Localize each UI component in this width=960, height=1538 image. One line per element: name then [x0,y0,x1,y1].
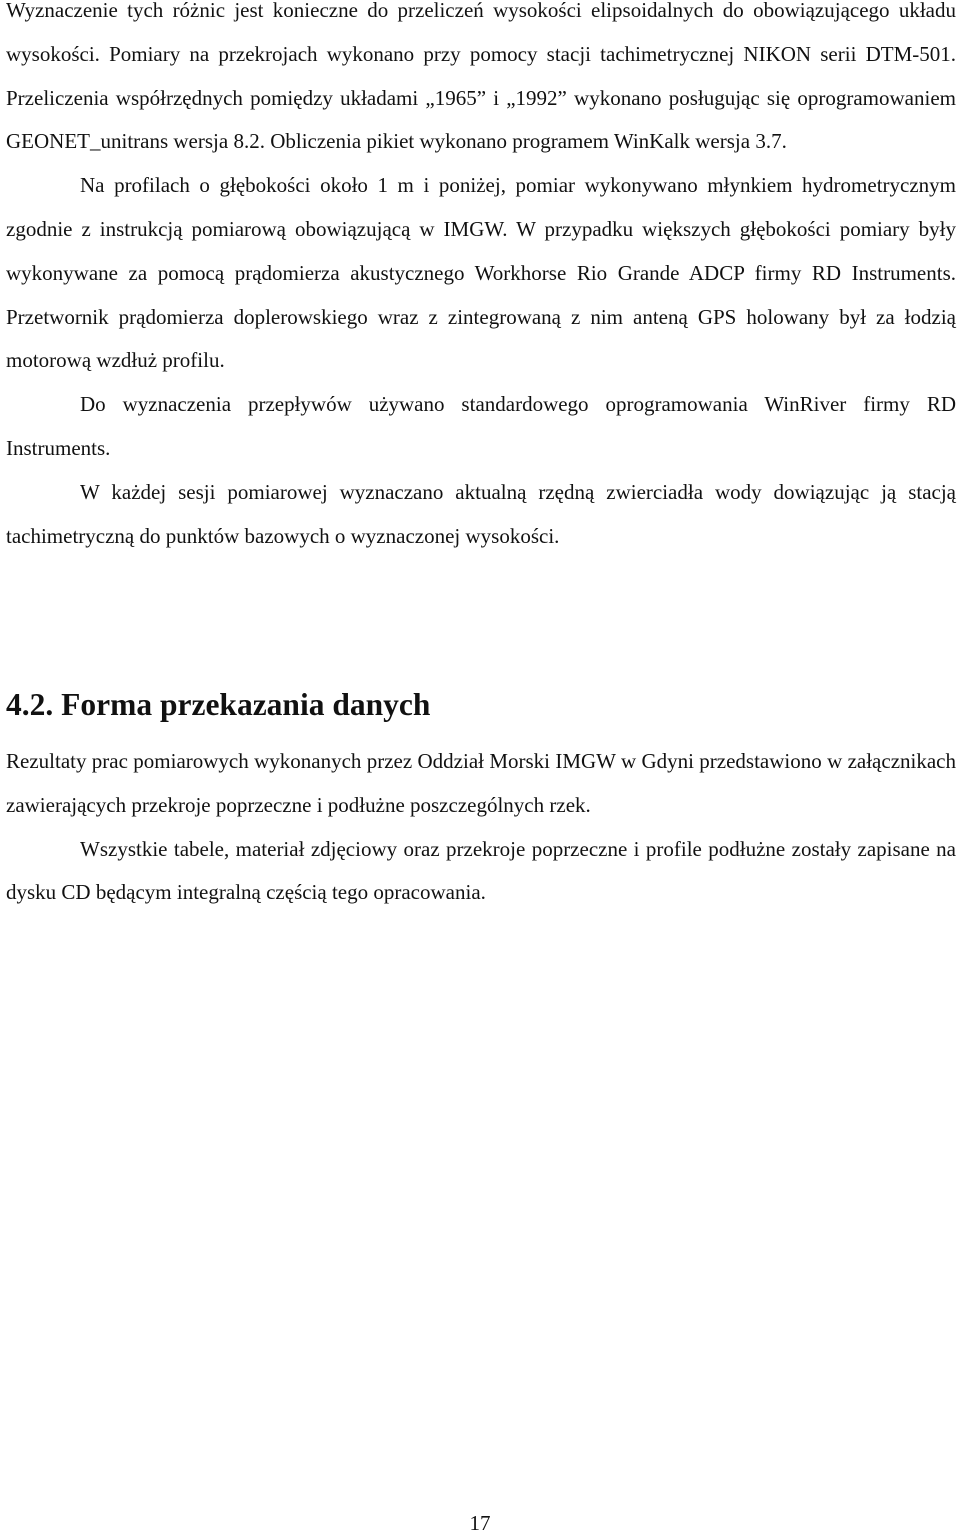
paragraph: Do wyznaczenia przepływów używano standardowego oprogramowania WinRiver firmy RD Instruments. [6,392,956,460]
paragraph: Wszystkie tabele, materiał zdjęciowy oraz przekroje poprzeczne i profile podłużne zostały zapisane na dysku CD będącym integralną częścią tego opracowania. [6,836,956,905]
document-page [6,0,956,905]
paragraph: Na profilach o głębokości około 1 m i poniżej, pomiar wykonywano młynkiem hydrometrycznym zgodnie z instrukcją pomiarową obowiązującą w IMGW. W przypadku większych głębokości pomiary były wykonywane za pomocą prądomierza akustycznego Workhorse Rio Grande ADCP firmy RD Instruments. Przetwornik prądomierza doplerowskiego wraz z zintegrowaną z nim anteną GPS holowany był za łodzią motorową wzdłuż profilu. [6,173,956,373]
section-heading: 4.2. Forma przekazania danych [6,687,431,722]
paragraph: W każdej sesji pomiarowej wyznaczano aktualną rzędną zwierciadła wody dowiązując ją stacją tachimetryczną do punktów bazowych o wyznaczonej wysokości. [6,479,956,548]
section-4-2-body [6,740,956,915]
paragraph: Wyznaczenie tych różnic jest konieczne do przeliczeń wysokości elipsoidalnych do obowiązującego układu wysokości. Pomiary na przekrojach wykonano przy pomocy stacji tachimetrycznej NIKON serii DTM-501. Przeliczenia współrzędnych pomiędzy układami „1965” i „1992” wykonano posługując się oprogramowaniem GEONET_unitrans wersja 8.2. Obliczenia pikiet wykonano programem WinKalk wersja 3.7. [6,0,956,154]
section-4-1-body [6,0,956,558]
paragraph: Rezultaty prac pomiarowych wykonanych przez Oddział Morski IMGW w Gdyni przedstawiono w załącznikach zawierających przekroje poprzeczne i podłużne poszczególnych rzek. [6,749,956,817]
page-number: 17 [469,1511,491,1535]
